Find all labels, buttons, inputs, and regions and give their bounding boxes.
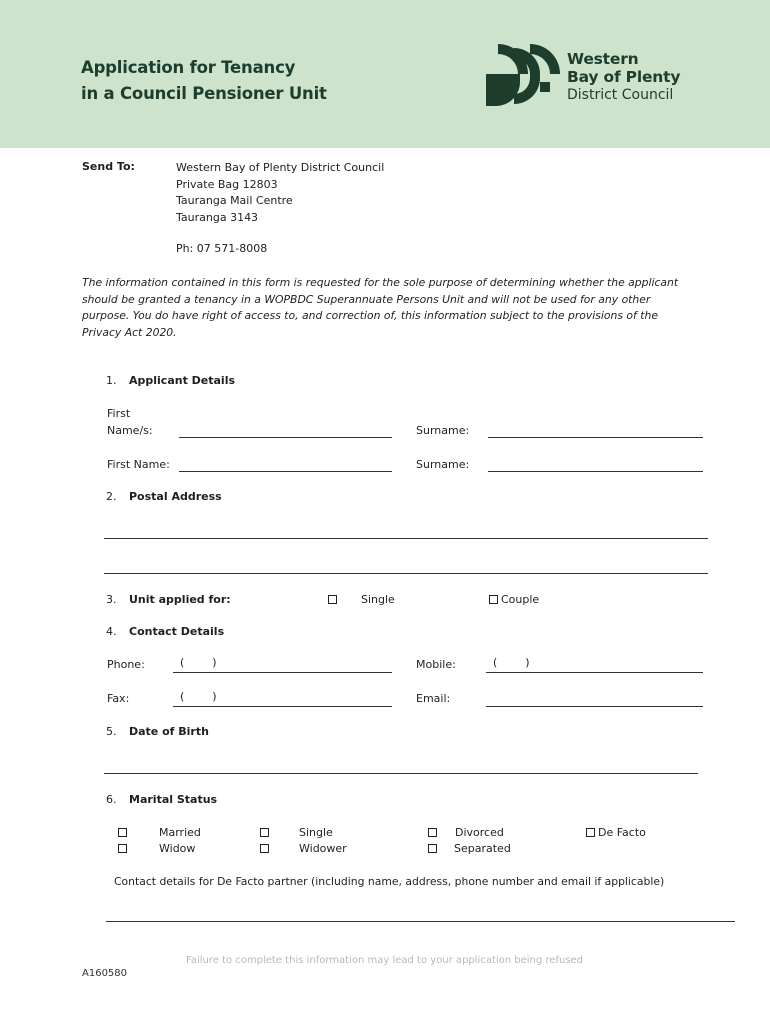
first-names-field[interactable] xyxy=(179,437,392,438)
defacto-checkbox[interactable] xyxy=(586,828,595,837)
fax-label: Fax: xyxy=(107,692,130,705)
page-title xyxy=(81,55,327,107)
single-label: Single xyxy=(299,826,333,839)
section-4-title: Contact Details xyxy=(129,625,225,638)
postal-address-field-1[interactable] xyxy=(104,538,708,539)
section-3-number: 3. xyxy=(106,593,117,606)
title-line-1: Application for Tenancy xyxy=(81,58,296,77)
widow-label: Widow xyxy=(159,842,196,855)
section-2-number: 2. xyxy=(106,490,117,503)
logo-line-3: District Council xyxy=(567,87,674,103)
postal-address-field-2[interactable] xyxy=(104,573,708,574)
married-checkbox[interactable] xyxy=(118,828,127,837)
phone-area-code: ( ) xyxy=(180,656,217,669)
mobile-area-code: ( ) xyxy=(493,656,530,669)
section-4-number: 4. xyxy=(106,625,117,638)
married-label: Married xyxy=(159,826,201,839)
single-checkbox[interactable] xyxy=(260,828,269,837)
send-to-phone: Ph: 07 571-8008 xyxy=(176,242,268,255)
defacto-partner-field[interactable] xyxy=(106,921,735,922)
divorced-checkbox[interactable] xyxy=(428,828,437,837)
email-field[interactable] xyxy=(486,706,703,707)
logo-line-1: Western xyxy=(567,50,639,68)
section-5-title: Date of Birth xyxy=(129,725,209,738)
unit-couple-label: Couple xyxy=(501,593,540,606)
divorced-label: Divorced xyxy=(455,826,504,839)
first-name-label: First Name: xyxy=(107,458,170,471)
address-line: Tauranga 3143 xyxy=(176,210,259,224)
title-line-2: in a Council Pensioner Unit xyxy=(81,84,327,103)
address-line: Western Bay of Plenty District Council xyxy=(176,161,385,174)
fax-field[interactable] xyxy=(173,706,392,707)
surname-field[interactable] xyxy=(488,437,703,438)
widow-checkbox[interactable] xyxy=(118,844,127,853)
email-label: Email: xyxy=(416,692,451,705)
defacto-partner-instruction: Contact details for De Facto partner (including name, address, phone number and email if applicable) xyxy=(114,875,665,888)
mobile-label: Mobile: xyxy=(416,658,456,671)
phone-field[interactable] xyxy=(173,672,392,673)
section-6-title: Marital Status xyxy=(129,793,218,806)
first-names-label-b: Name/s: xyxy=(107,424,153,437)
unit-single-label: Single xyxy=(361,593,395,606)
surname-label-2: Surname: xyxy=(416,458,470,471)
widower-checkbox[interactable] xyxy=(260,844,269,853)
council-logo-text xyxy=(567,50,680,104)
send-to-address xyxy=(176,160,384,226)
send-to-label: Send To: xyxy=(82,160,135,173)
unit-couple-checkbox[interactable] xyxy=(489,595,498,604)
phone-label: Phone: xyxy=(107,658,145,671)
first-names-label-a: First xyxy=(107,407,131,420)
separated-checkbox[interactable] xyxy=(428,844,437,853)
unit-single-checkbox[interactable] xyxy=(328,595,337,604)
council-logo-icon xyxy=(484,44,560,106)
surname-field-2[interactable] xyxy=(488,471,703,472)
separated-label: Separated xyxy=(454,842,511,855)
date-of-birth-field[interactable] xyxy=(104,773,698,774)
address-line: Private Bag 12803 xyxy=(176,177,278,191)
section-2-title: Postal Address xyxy=(129,490,222,503)
widower-label: Widower xyxy=(299,842,347,855)
fax-area-code: ( ) xyxy=(180,690,217,703)
section-3-title: Unit applied for: xyxy=(129,593,231,606)
footer-warning: Failure to complete this information may lead to your application being refused xyxy=(186,955,584,966)
address-line: Tauranga Mail Centre xyxy=(176,194,293,207)
defacto-label: De Facto xyxy=(598,826,646,839)
logo-line-2: Bay of Plenty xyxy=(567,68,681,86)
surname-label: Surname: xyxy=(416,424,470,437)
first-name-field[interactable] xyxy=(179,471,392,472)
section-1-title: Applicant Details xyxy=(129,374,236,387)
section-1-number: 1. xyxy=(106,374,117,387)
document-reference: A160580 xyxy=(82,968,128,979)
privacy-statement: The information contained in this form is requested for the sole purpose of determining whether the applicant should be granted a tenancy in a WOPBDC Superannuate Persons Unit and will not be used for any other purpose. You do have right of access to, and correction of, this information subject to the provisions of the Privacy Act 2020. xyxy=(82,276,679,339)
mobile-field[interactable] xyxy=(486,672,703,673)
section-5-number: 5. xyxy=(106,725,117,738)
header-banner xyxy=(0,0,770,148)
section-6-number: 6. xyxy=(106,793,117,806)
